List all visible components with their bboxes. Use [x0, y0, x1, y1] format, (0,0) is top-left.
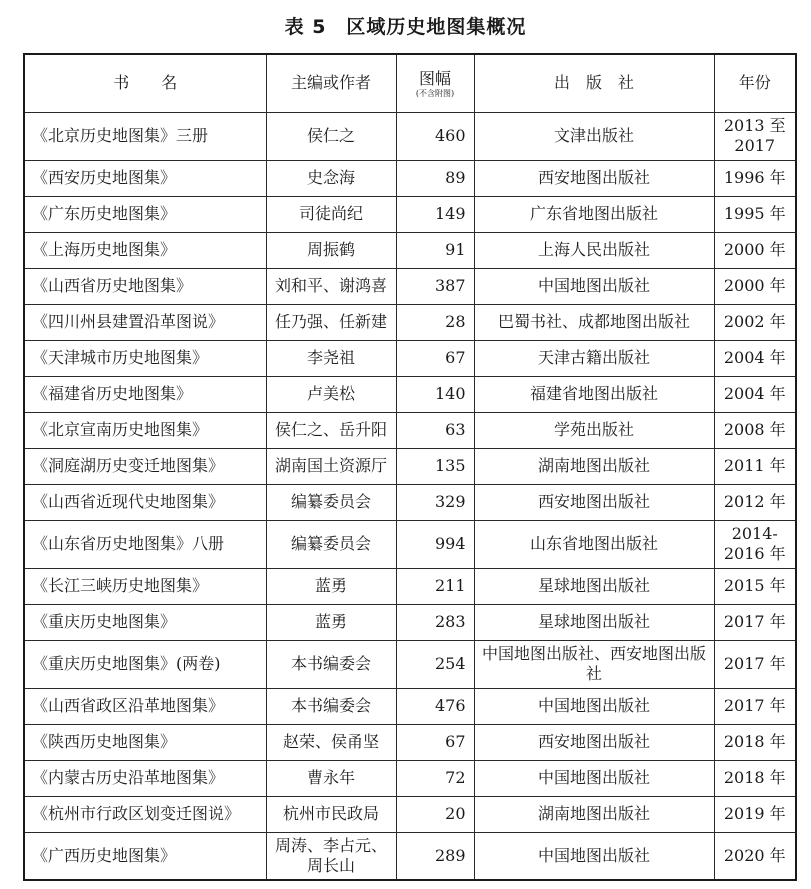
- cell-editor: 李尧祖: [266, 340, 396, 376]
- table-row: [24, 640, 796, 688]
- cell-name: 《陕西历史地图集》: [24, 724, 266, 760]
- cell-year: 2012 年: [714, 484, 796, 520]
- cell-publisher: 中国地图出版社: [474, 832, 714, 880]
- cell-editor: 周振鹤: [266, 232, 396, 268]
- cell-year: 2020 年: [714, 832, 796, 880]
- header-maps-label: 图幅: [418, 68, 451, 88]
- cell-publisher: 广东省地图出版社: [474, 196, 714, 232]
- table-row: [24, 604, 796, 640]
- cell-publisher: 学苑出版社: [474, 412, 714, 448]
- cell-name: 《天津城市历史地图集》: [24, 340, 266, 376]
- cell-year: 1995 年: [714, 196, 796, 232]
- cell-year: 2008 年: [714, 412, 796, 448]
- cell-year: 2015 年: [714, 568, 796, 604]
- cell-maps: 67: [396, 340, 474, 376]
- cell-maps: 289: [396, 832, 474, 880]
- cell-maps: 460: [396, 112, 474, 160]
- cell-name: 《山西省历史地图集》: [24, 268, 266, 304]
- cell-maps: 329: [396, 484, 474, 520]
- cell-name: 《西安历史地图集》: [24, 160, 266, 196]
- cell-maps: 211: [396, 568, 474, 604]
- cell-publisher: 湖南地图出版社: [474, 448, 714, 484]
- cell-editor: 湖南国土资源厅: [266, 448, 396, 484]
- cell-name: 《北京宣南历史地图集》: [24, 412, 266, 448]
- cell-editor: 周涛、李占元、周长山: [266, 832, 396, 880]
- cell-name: 《福建省历史地图集》: [24, 376, 266, 412]
- table-row: [24, 112, 796, 160]
- cell-editor: 侯仁之: [266, 112, 396, 160]
- table-caption: 表 5 区域历史地图集概况: [284, 16, 527, 38]
- cell-publisher: 中国地图出版社: [474, 688, 714, 724]
- cell-maps: 89: [396, 160, 474, 196]
- cell-maps: 67: [396, 724, 474, 760]
- table-row: [24, 340, 796, 376]
- cell-publisher: 天津古籍出版社: [474, 340, 714, 376]
- cell-name: 《山西省近现代史地图集》: [24, 484, 266, 520]
- cell-editor: 蓝勇: [266, 568, 396, 604]
- header-maps-note: (不含附图): [415, 88, 455, 98]
- cell-name: 《杭州市行政区划变迁图说》: [24, 796, 266, 832]
- cell-editor: 任乃强、任新建: [266, 304, 396, 340]
- cell-name: 《上海历史地图集》: [24, 232, 266, 268]
- cell-name: 《北京历史地图集》三册: [24, 112, 266, 160]
- header-name: 书 名: [24, 54, 266, 112]
- table-row: [24, 448, 796, 484]
- cell-maps: 387: [396, 268, 474, 304]
- cell-maps: 476: [396, 688, 474, 724]
- cell-name: 《广西历史地图集》: [24, 832, 266, 880]
- table-body: [24, 112, 796, 880]
- table-row: [24, 832, 796, 880]
- cell-maps: 63: [396, 412, 474, 448]
- cell-publisher: 中国地图出版社、西安地图出版社: [474, 640, 714, 688]
- cell-year: 2019 年: [714, 796, 796, 832]
- cell-name: 《洞庭湖历史变迁地图集》: [24, 448, 266, 484]
- cell-publisher: 西安地图出版社: [474, 724, 714, 760]
- cell-publisher: 上海人民出版社: [474, 232, 714, 268]
- cell-year: 2000 年: [714, 232, 796, 268]
- cell-name: 《内蒙古历史沿革地图集》: [24, 760, 266, 796]
- cell-maps: 149: [396, 196, 474, 232]
- cell-name: 《重庆历史地图集》: [24, 604, 266, 640]
- table-row: [24, 160, 796, 196]
- table-row: [24, 484, 796, 520]
- cell-year: 1996 年: [714, 160, 796, 196]
- cell-editor: 赵荣、侯甬坚: [266, 724, 396, 760]
- cell-year: 2017 年: [714, 604, 796, 640]
- cell-editor: 编纂委员会: [266, 520, 396, 568]
- table-row: [24, 376, 796, 412]
- table-row: [24, 232, 796, 268]
- cell-publisher: 巴蜀书社、成都地图出版社: [474, 304, 714, 340]
- cell-maps: 283: [396, 604, 474, 640]
- cell-publisher: 文津出版社: [474, 112, 714, 160]
- cell-editor: 蓝勇: [266, 604, 396, 640]
- cell-maps: 20: [396, 796, 474, 832]
- cell-maps: 994: [396, 520, 474, 568]
- table-row: [24, 520, 796, 568]
- cell-publisher: 西安地图出版社: [474, 160, 714, 196]
- cell-year: 2018 年: [714, 724, 796, 760]
- cell-publisher: 星球地图出版社: [474, 568, 714, 604]
- cell-maps: 254: [396, 640, 474, 688]
- cell-publisher: 星球地图出版社: [474, 604, 714, 640]
- cell-maps: 28: [396, 304, 474, 340]
- cell-editor: 杭州市民政局: [266, 796, 396, 832]
- cell-editor: 刘和平、谢鸿喜: [266, 268, 396, 304]
- table-row: [24, 304, 796, 340]
- header-year: 年份: [714, 54, 796, 112]
- cell-maps: 91: [396, 232, 474, 268]
- table-row: [24, 412, 796, 448]
- cell-year: 2017 年: [714, 640, 796, 688]
- cell-year: 2000 年: [714, 268, 796, 304]
- cell-editor: 侯仁之、岳升阳: [266, 412, 396, 448]
- table-row: [24, 196, 796, 232]
- table-row: [24, 268, 796, 304]
- atlas-table: [23, 53, 797, 881]
- cell-name: 《长江三峡历史地图集》: [24, 568, 266, 604]
- cell-publisher: 湖南地图出版社: [474, 796, 714, 832]
- table-row: [24, 796, 796, 832]
- cell-year: 2017 年: [714, 688, 796, 724]
- cell-editor: 本书编委会: [266, 640, 396, 688]
- cell-year: 2002 年: [714, 304, 796, 340]
- header-editor: 主编或作者: [266, 54, 396, 112]
- cell-publisher: 中国地图出版社: [474, 268, 714, 304]
- cell-year: 2004 年: [714, 376, 796, 412]
- cell-name: 《山西省政区沿革地图集》: [24, 688, 266, 724]
- cell-name: 《广东历史地图集》: [24, 196, 266, 232]
- cell-publisher: 西安地图出版社: [474, 484, 714, 520]
- cell-year: 2014-2016 年: [714, 520, 796, 568]
- cell-maps: 72: [396, 760, 474, 796]
- table-row: [24, 688, 796, 724]
- cell-maps: 140: [396, 376, 474, 412]
- cell-editor: 本书编委会: [266, 688, 396, 724]
- cell-editor: 曹永年: [266, 760, 396, 796]
- header-publisher: 出 版 社: [474, 54, 714, 112]
- cell-publisher: 福建省地图出版社: [474, 376, 714, 412]
- header-maps: [396, 54, 474, 112]
- cell-editor: 史念海: [266, 160, 396, 196]
- cell-name: 《山东省历史地图集》八册: [24, 520, 266, 568]
- cell-editor: 编纂委员会: [266, 484, 396, 520]
- header-row: [24, 54, 796, 112]
- cell-year: 2004 年: [714, 340, 796, 376]
- table-row: [24, 568, 796, 604]
- cell-name: 《四川州县建置沿革图说》: [24, 304, 266, 340]
- cell-name: 《重庆历史地图集》(两卷): [24, 640, 266, 688]
- cell-year: 2011 年: [714, 448, 796, 484]
- cell-publisher: 中国地图出版社: [474, 760, 714, 796]
- cell-year: 2013 至 2017: [714, 112, 796, 160]
- cell-year: 2018 年: [714, 760, 796, 796]
- cell-maps: 135: [396, 448, 474, 484]
- cell-editor: 卢美松: [266, 376, 396, 412]
- cell-publisher: 山东省地图出版社: [474, 520, 714, 568]
- table-row: [24, 760, 796, 796]
- cell-editor: 司徒尚纪: [266, 196, 396, 232]
- table-row: [24, 724, 796, 760]
